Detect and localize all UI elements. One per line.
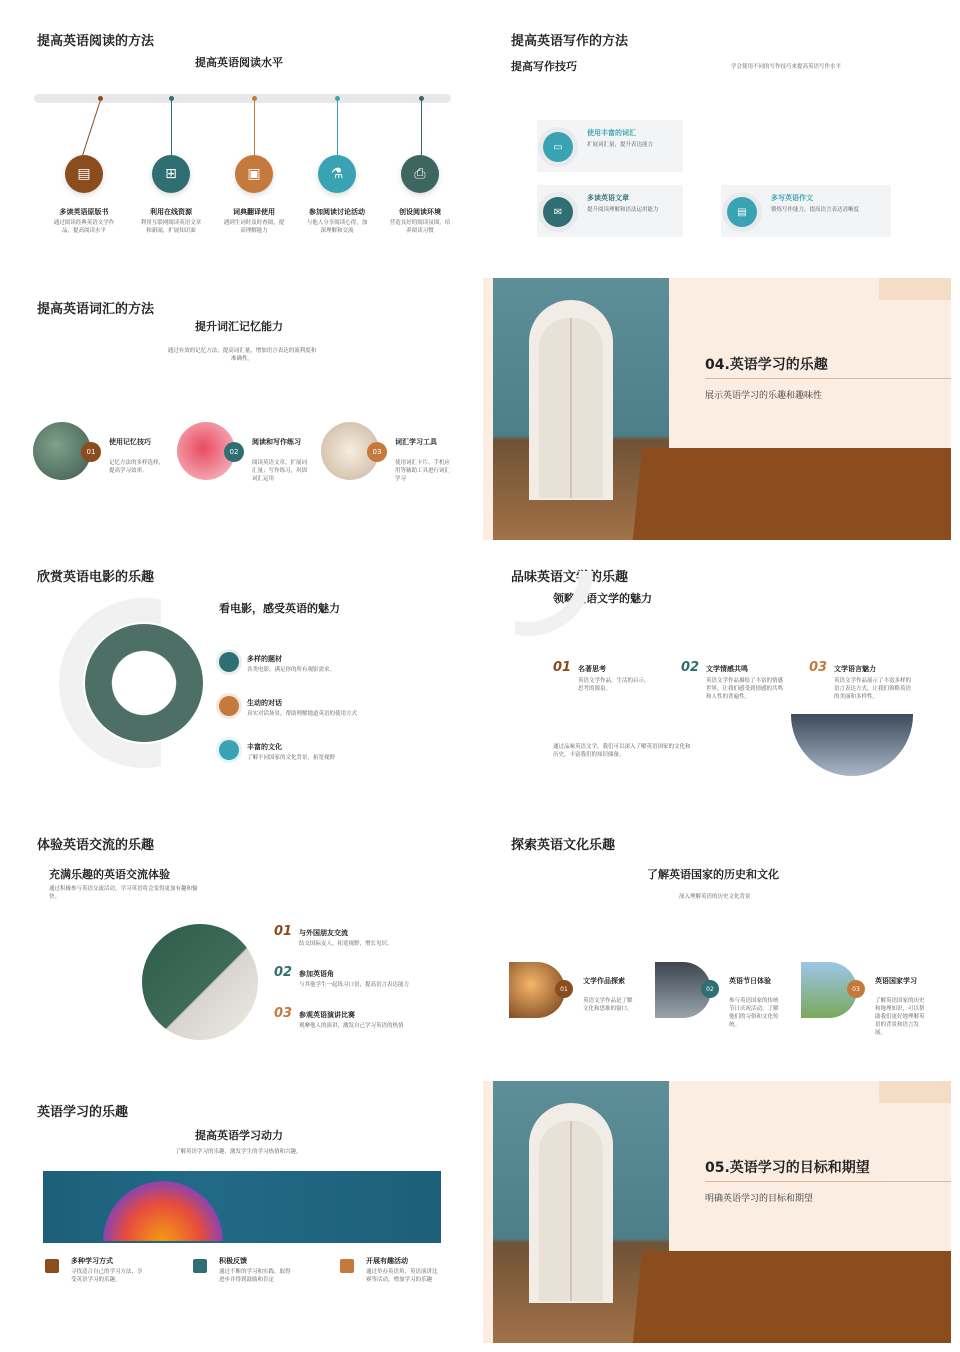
item-desc: 利用互联网阅读英语文章和新闻，扩展知识面: [140, 220, 202, 234]
slide-movies[interactable]: [9, 546, 477, 808]
timeline-connector: [421, 100, 422, 155]
timeline-connector: [171, 100, 172, 155]
slide-title: 提高英语词汇的方法: [37, 302, 155, 317]
chat-icon: [219, 696, 239, 716]
item-desc: 与他人分享阅读心得，加深理解和交流: [306, 220, 368, 234]
sitemap-icon: ⊞: [152, 155, 190, 193]
decor-block: [879, 278, 951, 300]
slide-culture[interactable]: [483, 814, 951, 1076]
item-desc: 营造良好的阅读氛围，培养阅读习惯: [389, 220, 451, 234]
item-desc: 通过不断的学习和实践，取得进步并得到鼓励和肯定: [219, 1269, 291, 1283]
item-name: 词典翻译使用: [233, 208, 275, 216]
feedback-icon: [193, 1259, 207, 1273]
item-desc: 寻找适合自己的学习方法，享受英语学习的乐趣。: [71, 1269, 143, 1283]
timeline-connector: [254, 100, 255, 155]
item-name: 丰富的文化: [247, 743, 282, 751]
item-name: 利用在线资源: [150, 208, 192, 216]
section-subtitle: 明确英语学习的目标和期望: [705, 1194, 814, 1204]
item-name: 名著思考: [578, 665, 606, 673]
item-desc: 通过举办英语角、英语演讲比赛等活动，增加学习的乐趣: [366, 1269, 438, 1283]
slide-title: 提高英语写作的方法: [511, 34, 629, 49]
item-desc: 了解不同国家的文化背景，拓宽视野: [247, 755, 336, 761]
slide-note: 通过积极参与英语交流活动，学习英语将会变得更加有趣和愉快。: [49, 886, 198, 900]
divider: [705, 378, 951, 379]
item-name: 多样的题材: [247, 655, 282, 663]
slide-literature[interactable]: [483, 546, 951, 808]
slide-subtitle: 提高英语学习动力: [195, 1129, 283, 1142]
item-desc: 英语文学作品，生活的启示，思考的源泉。: [578, 678, 650, 692]
item-name: 英语节日体验: [729, 977, 771, 985]
item-desc: 使用词汇卡片、手机应用等辅助工具进行词汇学习: [395, 460, 451, 482]
slide-subtitle: 提升词汇记忆能力: [195, 320, 283, 333]
card-title: 使用丰富的词汇: [587, 129, 636, 137]
classroom-photo: [142, 924, 258, 1040]
slide-title: 英语学习的乐趣: [37, 1105, 129, 1120]
slide-subtitle: 领略英语文学的魅力: [553, 592, 652, 605]
globe-icon: [219, 740, 239, 760]
slide-vocabulary-methods[interactable]: [9, 278, 477, 540]
slide-note: 通过品味英语文学，我们可以深入了解英语国家的文化和历史，丰富我们的知识储备。: [553, 744, 691, 758]
door-seam: [570, 318, 572, 498]
slide-communication[interactable]: [9, 814, 477, 1076]
number-badge: 03: [847, 980, 865, 998]
item-name: 多读英语原版书: [59, 208, 109, 216]
slide-note: 深入理解英语的历史文化背景: [679, 894, 751, 900]
number-badge: 01: [555, 980, 573, 998]
slide-subtitle: 了解英语国家的历史和文化: [647, 868, 779, 881]
banner-photo: [43, 1171, 441, 1243]
number-badge: 03: [367, 442, 387, 462]
section-title: 05.英语学习的目标和期望: [705, 1160, 870, 1176]
item-name: 参加英语角: [299, 970, 334, 978]
slide-subtitle: 看电影，感受英语的魅力: [219, 602, 340, 615]
item-desc: 阅读英语文章，扩展词汇量；写作练习，巩固词汇运用: [252, 460, 308, 482]
item-name: 参加阅读讨论活动: [309, 208, 365, 216]
number: 02: [681, 660, 700, 675]
item-name: 文学作品探索: [583, 977, 625, 985]
activity-icon: [340, 1259, 354, 1273]
item-name: 使用记忆技巧: [109, 438, 151, 446]
item-desc: 真实对话场景，帮助理解地道英语的使用方式: [247, 711, 358, 717]
decor-block: [879, 1081, 951, 1103]
item-name: 与外国朋友交流: [299, 929, 348, 937]
slide-title: 提高英语阅读的方法: [37, 34, 155, 49]
item-desc: 了解英语国家的历史和地理知识，可以帮助我们更好地理解英语的背景和语言发展。: [875, 998, 925, 1036]
item-name: 英语国家学习: [875, 977, 917, 985]
film-icon: [219, 652, 239, 672]
mail-icon: ✉: [543, 197, 573, 227]
slide-fun-of-learning[interactable]: [9, 1081, 477, 1343]
flask-icon: ⚗: [318, 155, 356, 193]
slide-title: 探索英语文化乐趣: [511, 838, 616, 853]
number-badge: 02: [224, 442, 244, 462]
item-name: 开展有趣活动: [366, 1257, 408, 1265]
decor-ring: [483, 546, 593, 636]
slide-writing-methods[interactable]: [483, 12, 951, 274]
book-icon: [45, 1259, 59, 1273]
item-desc: 遇到生词时及时查阅，提高理解能力: [223, 220, 285, 234]
slide-title: 品味英语文学的乐趣: [511, 570, 629, 585]
printer-icon: ⎙: [401, 155, 439, 193]
card-desc: 提升阅读理解和语法运用能力: [587, 207, 659, 213]
item-desc: 参与英语国家的传统节日庆祝活动，了解他们的习俗和文化传统。: [729, 998, 779, 1028]
item-desc: 记忆方法的多样选择，提高学习效率。: [109, 460, 165, 474]
item-name: 生动的对话: [247, 699, 282, 707]
item-desc: 结交国际友人，拓宽视野，增长见识。: [299, 941, 393, 947]
section-title: 04.英语学习的乐趣: [705, 357, 828, 373]
number-badge: 02: [701, 980, 719, 998]
item-name: 参观英语演讲比赛: [299, 1011, 355, 1019]
item-desc: 通过阅读经典英语文学作品，提高阅读水平: [53, 220, 115, 234]
item-desc: 各类电影，满足你的所有观影需求。: [247, 667, 336, 673]
item-name: 文学情感共鸣: [706, 665, 748, 673]
number: 03: [809, 660, 828, 675]
slide-subtitle: 充满乐趣的英语交流体验: [49, 868, 170, 881]
number: 02: [274, 965, 293, 980]
item-name: 阅读和写作练习: [252, 438, 301, 446]
number: 01: [553, 660, 572, 675]
card-desc: 锻炼写作能力，提高语言表达清晰度: [771, 207, 860, 213]
item-desc: 观摩他人的演讲，激发自己学习英语的热情: [299, 1023, 404, 1029]
item-name: 多种学习方式: [71, 1257, 113, 1265]
timeline-connector: [82, 100, 101, 155]
slide-note: 学会使用不同的写作技巧来提高英语写作水平: [731, 64, 842, 70]
slide-section-04[interactable]: [483, 278, 951, 540]
slide-subtitle: 提高英语阅读水平: [195, 56, 283, 69]
item-desc: 英语文学作品描绘了丰富的情感世界，让我们感受到情感的共鸣和人性的普遍性。: [706, 678, 784, 700]
timeline-bar: [34, 94, 451, 103]
document-icon: ▤: [727, 197, 757, 227]
slide-title: 体验英语交流的乐趣: [37, 838, 155, 853]
chat-icon: ▭: [543, 132, 573, 162]
item-desc: 英语文学作品是了解文化和思维的窗口。: [583, 998, 633, 1012]
item-name: 词汇学习工具: [395, 438, 437, 446]
card-title: 多写英语作文: [771, 194, 813, 202]
slide-note: 通过有效的记忆方法，提高词汇量，增加语言表达的流利度和准确性。: [167, 348, 317, 362]
number: 03: [274, 1006, 293, 1021]
card-title: 多读英语文章: [587, 194, 629, 202]
slide-subtitle: 提高写作技巧: [511, 60, 577, 73]
graduation-photo: [791, 714, 913, 776]
section-subtitle: 展示英语学习的乐趣和趣味性: [705, 391, 823, 401]
door-seam: [570, 1121, 572, 1301]
item-desc: 与其他学生一起练习口语，提高语言表达能力: [299, 982, 410, 988]
image-icon: ▣: [235, 155, 273, 193]
stationery-graphic: [103, 1181, 223, 1241]
slide-reading-methods[interactable]: [9, 12, 477, 274]
slide-section-05[interactable]: [483, 1081, 951, 1343]
item-name: 创设阅读环境: [399, 208, 441, 216]
film-reel-photo: [85, 624, 203, 742]
slide-note: 了解英语学习的乐趣，激发学生的学习热情和兴趣。: [175, 1149, 302, 1155]
document-icon: ▤: [65, 155, 103, 193]
item-name: 积极反馈: [219, 1257, 247, 1265]
timeline-connector: [337, 100, 338, 155]
number: 01: [274, 924, 293, 939]
item-desc: 英语文学作品展示了丰富多样的语言表达方式，让我们领略英语的美丽和多样性。: [834, 678, 912, 700]
divider: [705, 1181, 951, 1182]
number-badge: 01: [81, 442, 101, 462]
card-desc: 扩展词汇量，提升表达能力: [587, 142, 654, 148]
slide-title: 欣赏英语电影的乐趣: [37, 570, 155, 585]
item-name: 文学语言魅力: [834, 665, 876, 673]
